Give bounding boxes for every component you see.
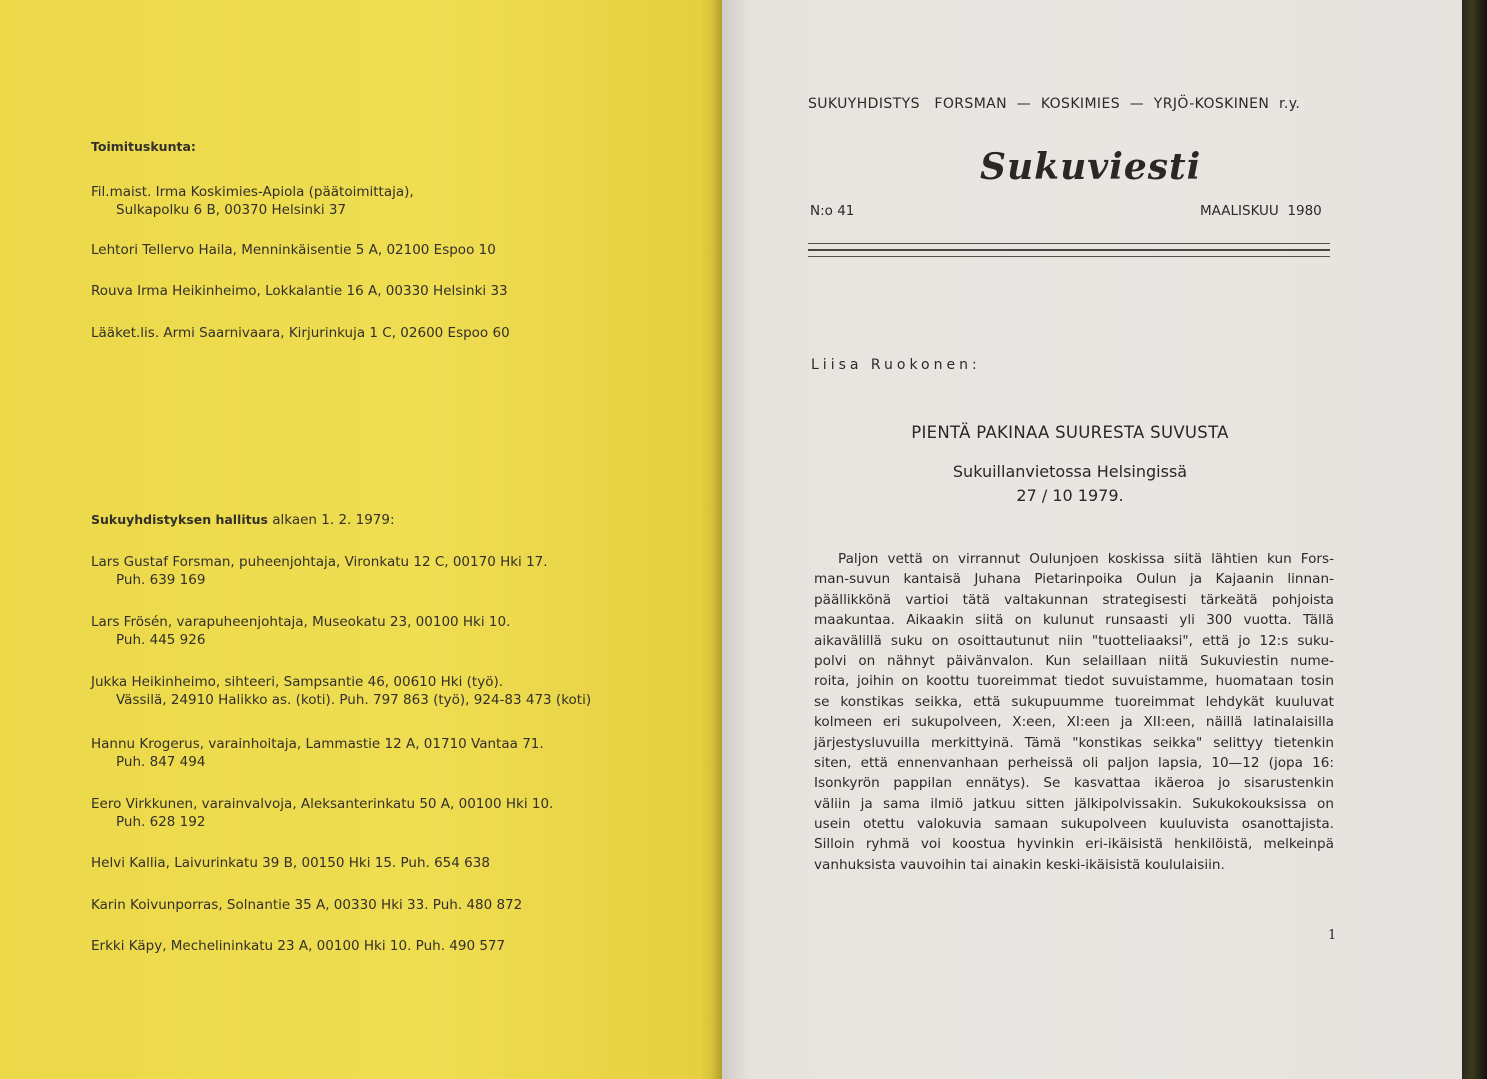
body-line: usein otettu valokuvia samaan sukupolveen kuuluvista osanottajista. — [814, 816, 1334, 833]
header-rule-bottom — [808, 256, 1330, 257]
board-heading-rest: alkaen 1. 2. 1979: — [267, 512, 395, 528]
header-rule-middle — [808, 249, 1330, 251]
board-member-7: Karin Koivunporras, Solnantie 35 A, 00330 Hki 33. Puh. 480 872 — [91, 897, 523, 913]
board-member-5-line2: Puh. 628 192 — [116, 814, 206, 830]
header-rule-top — [808, 243, 1330, 244]
body-line: Silloin ryhmä voi koostua hyvinkin eri-ikäisistä henkilöistä, melkeinpä — [814, 836, 1334, 853]
board-member-4-line2: Puh. 847 494 — [116, 754, 206, 770]
body-line: kolmeen eri sukupolveen, X:een, XI:een ja XII:een, näillä latinalaisilla — [814, 714, 1334, 731]
board-member-2-line2: Puh. 445 926 — [116, 632, 206, 648]
issue-number: N:o 41 — [810, 203, 855, 219]
article-body — [814, 549, 1334, 875]
body-line: Isonkyrön pappilan ennätys). Se kasvattaa ikäeroa jo sisarustenkin — [814, 775, 1334, 792]
publication-title: Sukuviesti — [980, 146, 1202, 188]
issue-date: MAALISKUU 1980 — [1200, 203, 1322, 219]
article-author: Liisa Ruokonen: — [811, 357, 981, 373]
board-member-3-line2: Vässilä, 24910 Halikko as. (koti). Puh. 797 863 (työ), 924-83 473 (koti) — [116, 692, 592, 708]
editor-entry-2: Lehtori Tellervo Haila, Menninkäisentie 5 A, 02100 Espoo 10 — [91, 242, 496, 258]
body-line: päällikkönä vartioi tätä valtakunnan strategisesti tärkeätä pohjoista — [814, 591, 1334, 608]
editor-entry-3: Rouva Irma Heikinheimo, Lokkalantie 16 A, 00330 Helsinki 33 — [91, 283, 508, 299]
board-member-1-line2: Puh. 639 169 — [116, 572, 206, 588]
editor-entry-1-line2: Sulkapolku 6 B, 00370 Helsinki 37 — [116, 202, 347, 218]
body-line: siten, että ennenvanhaan perheissä oli paljon lapsia, 10—12 (jopa 16: — [814, 754, 1334, 771]
editor-entry-1-line1: Fil.maist. Irma Koskimies-Apiola (päätoimittaja), — [91, 184, 414, 200]
board-member-6: Helvi Kallia, Laivurinkatu 39 B, 00150 Hki 15. Puh. 654 638 — [91, 855, 490, 871]
body-line: väliin ja sama ilmiö jatkuu sitten jälkipolvissakin. Sukukokouksissa on — [814, 795, 1334, 812]
body-line: polvi on nähnyt päivänvalon. Kun selaillaan niitä Sukuviestin nume- — [814, 652, 1334, 669]
editor-entry-4: Lääket.lis. Armi Saarnivaara, Kirjurinkuja 1 C, 02600 Espoo 60 — [91, 325, 510, 341]
left-page — [0, 0, 722, 1079]
board-member-5-line1: Eero Virkkunen, varainvalvoja, Aleksanterinkatu 50 A, 00100 Hki 10. — [91, 796, 554, 812]
body-line: maakuntaa. Aikaakin siitä on kulunut runsaasti yli 300 vuotta. Tällä — [814, 612, 1334, 629]
body-line: aikavälillä suku on osoittautunut niin "tuotteliaaksi", että jo 12:s suku- — [814, 632, 1334, 649]
article-date: 27 / 10 1979. — [1016, 486, 1124, 505]
article-subtitle: Sukuillanvietossa Helsingissä — [952, 462, 1188, 481]
board-heading — [91, 511, 395, 529]
page-number: 1 — [1328, 928, 1337, 943]
board-member-1-line1: Lars Gustaf Forsman, puheenjohtaja, Vironkatu 12 C, 00170 Hki 17. — [91, 554, 548, 570]
board-member-3-line1: Jukka Heikinheimo, sihteeri, Sampsantie 46, 00610 Hki (työ). — [91, 674, 504, 690]
board-member-2-line1: Lars Frösén, varapuheenjohtaja, Museokatu 23, 00100 Hki 10. — [91, 614, 511, 630]
board-member-4-line1: Hannu Krogerus, varainhoitaja, Lammastie 12 A, 01710 Vantaa 71. — [91, 736, 544, 752]
body-line: man-suvun kantaisä Juhana Pietarinpoika Oulun ja Kajaanin linnan- — [814, 571, 1334, 588]
board-member-8: Erkki Käpy, Mechelininkatu 23 A, 00100 Hki 10. Puh. 490 577 — [91, 938, 506, 954]
body-line: järjestysluvuilla merkittyinä. Tämä "konstikas seikka" selittyy tietenkin — [814, 734, 1334, 751]
article-title: PIENTÄ PAKINAA SUURESTA SUVUSTA — [911, 423, 1229, 442]
body-line: Paljon vettä on virrannut Oulunjoen koskissa siitä lähtien kun Fors- — [838, 551, 1334, 567]
body-line: se konstikas seikka, että sukupuumme tuoreimmat lehdykät kuuluvat — [814, 693, 1334, 710]
editorial-heading: Toimituskunta: — [91, 139, 196, 154]
body-line: roita, joihin on koottu tuoreimmat tiedot suvuistamme, huomataan tosin — [814, 673, 1334, 690]
body-line: vanhuksista vauvoihin tai ainakin keski-ikäisistä koululaisiin. — [814, 856, 1225, 873]
board-heading-bold: Sukuyhdistyksen hallitus — [91, 512, 268, 527]
association-header: SUKUYHDISTYS FORSMAN — KOSKIMIES — YRJÖ-KOSKINEN r.y. — [808, 96, 1301, 112]
book-edge — [1462, 0, 1487, 1079]
